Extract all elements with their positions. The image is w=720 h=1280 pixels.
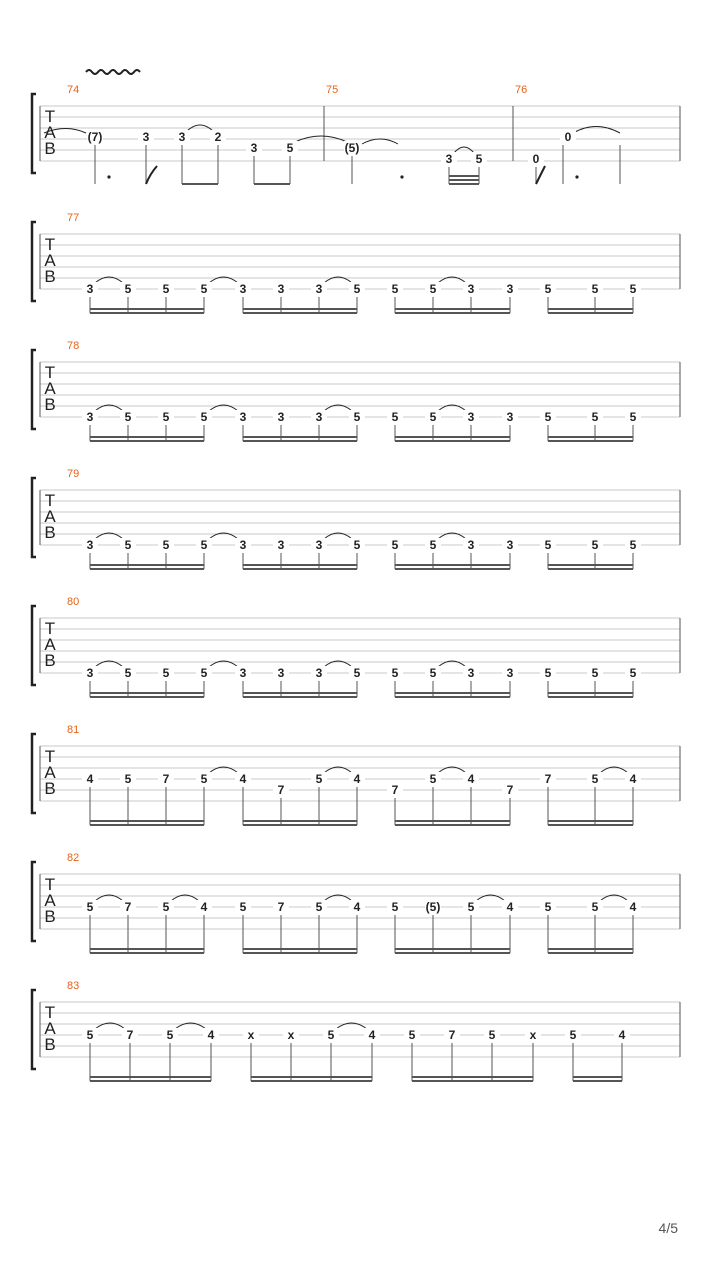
fret-number: 5: [124, 772, 132, 786]
fret-number: x: [287, 1028, 295, 1042]
fret-number: 5: [124, 410, 132, 424]
fret-number: 5: [408, 1028, 416, 1042]
tab-clef-letter: B: [44, 395, 56, 414]
fret-number: 3: [467, 282, 475, 296]
fret-number: 3: [250, 141, 258, 155]
fret-number: 3: [467, 538, 475, 552]
fret-number: 3: [445, 152, 453, 166]
fret-number: 3: [315, 410, 323, 424]
fret-number: 4: [239, 772, 247, 786]
fret-number: 5: [200, 410, 208, 424]
fret-number: 5: [124, 538, 132, 552]
fret-number: 7: [126, 1028, 134, 1042]
fret-number: 5: [629, 282, 637, 296]
fret-number: 4: [207, 1028, 215, 1042]
tie-arc: [573, 127, 620, 134]
tab-clef-letter: T: [44, 875, 56, 894]
fret-number: 5: [124, 282, 132, 296]
tab-clef-letter: T: [44, 107, 56, 126]
tab-clef-letter: T: [44, 491, 56, 510]
fret-number: 4: [467, 772, 475, 786]
system-bracket: [32, 990, 36, 1069]
fret-number: 4: [353, 900, 361, 914]
fret-number: 5: [569, 1028, 577, 1042]
tab-clef-letter: A: [44, 763, 56, 782]
vibrato-mark: [86, 70, 140, 74]
dot: [575, 175, 578, 178]
fret-number: 5: [591, 282, 599, 296]
measure-number: 80: [67, 596, 80, 608]
fret-number: 5: [391, 538, 399, 552]
fret-number: 4: [506, 900, 514, 914]
fret-number: 3: [239, 666, 247, 680]
fret-number: 5: [239, 900, 247, 914]
measure-number: 81: [67, 724, 80, 736]
tab-clef-letter: A: [44, 379, 56, 398]
fret-number: 5: [591, 900, 599, 914]
fret-number: 5: [353, 282, 361, 296]
system-bracket: [32, 862, 36, 941]
fret-number: 5: [86, 900, 94, 914]
fret-number: 3: [315, 666, 323, 680]
dot: [400, 175, 403, 178]
fret-number: 3: [86, 410, 94, 424]
tab-clef-letter: A: [44, 123, 56, 142]
system-bracket: [32, 350, 36, 429]
fret-number: 3: [506, 666, 514, 680]
fret-number: 5: [629, 538, 637, 552]
measure-number: 74: [67, 84, 80, 96]
system-bracket: [32, 222, 36, 301]
system-bracket: [32, 734, 36, 813]
fret-number: 5: [162, 410, 170, 424]
note-flag: [536, 166, 545, 184]
fret-number: 3: [506, 538, 514, 552]
fret-number: 5: [544, 666, 552, 680]
fret-number: 5: [162, 900, 170, 914]
fret-number: 5: [200, 666, 208, 680]
fret-number: 5: [200, 282, 208, 296]
tab-clef-letter: B: [44, 651, 56, 670]
fret-number: 5: [591, 772, 599, 786]
system-bracket: [32, 478, 36, 557]
measure-number: 77: [67, 212, 80, 224]
tab-clef-letter: A: [44, 1019, 56, 1038]
fret-number: 0: [564, 130, 572, 144]
tab-clef-letter: T: [44, 1003, 56, 1022]
fret-number: 5: [200, 772, 208, 786]
fret-number: 5: [591, 410, 599, 424]
fret-number: 5: [391, 900, 399, 914]
tab-clef-letter: B: [44, 523, 56, 542]
tab-clef-letter: T: [44, 235, 56, 254]
tie-arc: [362, 139, 398, 144]
fret-number: 3: [277, 282, 285, 296]
fret-number: 7: [162, 772, 170, 786]
fret-number: 3: [315, 538, 323, 552]
system-bracket: [32, 606, 36, 685]
tab-clef-letter: A: [44, 635, 56, 654]
fret-number: 4: [368, 1028, 376, 1042]
measure-number: 83: [67, 980, 80, 992]
fret-number: 3: [178, 130, 186, 144]
fret-number: 5: [488, 1028, 496, 1042]
fret-number: 5: [429, 538, 437, 552]
system-bracket: [32, 94, 36, 173]
fret-number: 7: [124, 900, 132, 914]
fret-number: 5: [200, 538, 208, 552]
page-indicator: 4/5: [658, 1220, 678, 1236]
measure-number: 75: [326, 84, 339, 96]
fret-number: 3: [315, 282, 323, 296]
fret-number: 5: [544, 282, 552, 296]
fret-number: 3: [277, 538, 285, 552]
fret-number: 5: [353, 538, 361, 552]
tab-clef-letter: T: [44, 363, 56, 382]
fret-number: 5: [429, 282, 437, 296]
tab-clef-letter: B: [44, 267, 56, 286]
fret-number: 5: [315, 772, 323, 786]
fret-number: 5: [286, 141, 294, 155]
fret-number: 7: [448, 1028, 456, 1042]
tab-clef-letter: B: [44, 1035, 56, 1054]
fret-number: 5: [475, 152, 483, 166]
measure-number: 79: [67, 468, 80, 480]
fret-number: 5: [86, 1028, 94, 1042]
fret-number: 5: [544, 538, 552, 552]
fret-number: 5: [315, 900, 323, 914]
fret-number: 5: [391, 282, 399, 296]
fret-number: 5: [544, 410, 552, 424]
dot: [107, 175, 110, 178]
fret-number: (7): [87, 130, 103, 144]
fret-number: 3: [86, 282, 94, 296]
note-flag: [146, 166, 157, 184]
fret-number: 2: [214, 130, 222, 144]
fret-number: 5: [544, 900, 552, 914]
fret-number: 7: [277, 783, 285, 797]
fret-number: 5: [467, 900, 475, 914]
fret-number: 7: [391, 783, 399, 797]
fret-number: 5: [429, 772, 437, 786]
fret-number: 5: [353, 666, 361, 680]
fret-number: 3: [239, 282, 247, 296]
fret-number: x: [529, 1028, 537, 1042]
fret-number: 5: [166, 1028, 174, 1042]
fret-number: 5: [629, 666, 637, 680]
fret-number: 7: [277, 900, 285, 914]
fret-number: 7: [506, 783, 514, 797]
measure-number: 82: [67, 852, 80, 864]
fret-number: 3: [506, 282, 514, 296]
fret-number: 3: [239, 538, 247, 552]
measure-number: 76: [515, 84, 528, 96]
fret-number: 5: [162, 538, 170, 552]
fret-number: 5: [124, 666, 132, 680]
tab-clef-letter: A: [44, 891, 56, 910]
fret-number: x: [247, 1028, 255, 1042]
fret-number: 3: [506, 410, 514, 424]
tab-clef-letter: B: [44, 907, 56, 926]
fret-number: 3: [239, 410, 247, 424]
tab-clef-letter: T: [44, 619, 56, 638]
tab-clef-letter: A: [44, 507, 56, 526]
fret-number: (5): [425, 900, 441, 914]
fret-number: 5: [429, 410, 437, 424]
fret-number: 5: [162, 282, 170, 296]
fret-number: 5: [327, 1028, 335, 1042]
tab-clef-letter: T: [44, 747, 56, 766]
fret-number: 4: [629, 772, 637, 786]
measure-number: 78: [67, 340, 80, 352]
fret-number: 4: [629, 900, 637, 914]
fret-number: (5): [344, 141, 360, 155]
fret-number: 5: [591, 538, 599, 552]
fret-number: 4: [86, 772, 94, 786]
fret-number: 4: [200, 900, 208, 914]
fret-number: 5: [162, 666, 170, 680]
tab-clef-letter: B: [44, 139, 56, 158]
tab-clef-letter: A: [44, 251, 56, 270]
fret-number: 3: [277, 666, 285, 680]
fret-number: 0: [532, 152, 540, 166]
fret-number: 4: [353, 772, 361, 786]
fret-number: 3: [142, 130, 150, 144]
fret-number: 5: [629, 410, 637, 424]
fret-number: 3: [86, 666, 94, 680]
fret-number: 5: [353, 410, 361, 424]
fret-number: 5: [391, 666, 399, 680]
fret-number: 3: [467, 410, 475, 424]
tab-clef-letter: B: [44, 779, 56, 798]
fret-number: 4: [618, 1028, 626, 1042]
fret-number: 5: [429, 666, 437, 680]
fret-number: 7: [544, 772, 552, 786]
fret-number: 5: [391, 410, 399, 424]
fret-number: 3: [467, 666, 475, 680]
fret-number: 5: [591, 666, 599, 680]
fret-number: 3: [277, 410, 285, 424]
fret-number: 3: [86, 538, 94, 552]
